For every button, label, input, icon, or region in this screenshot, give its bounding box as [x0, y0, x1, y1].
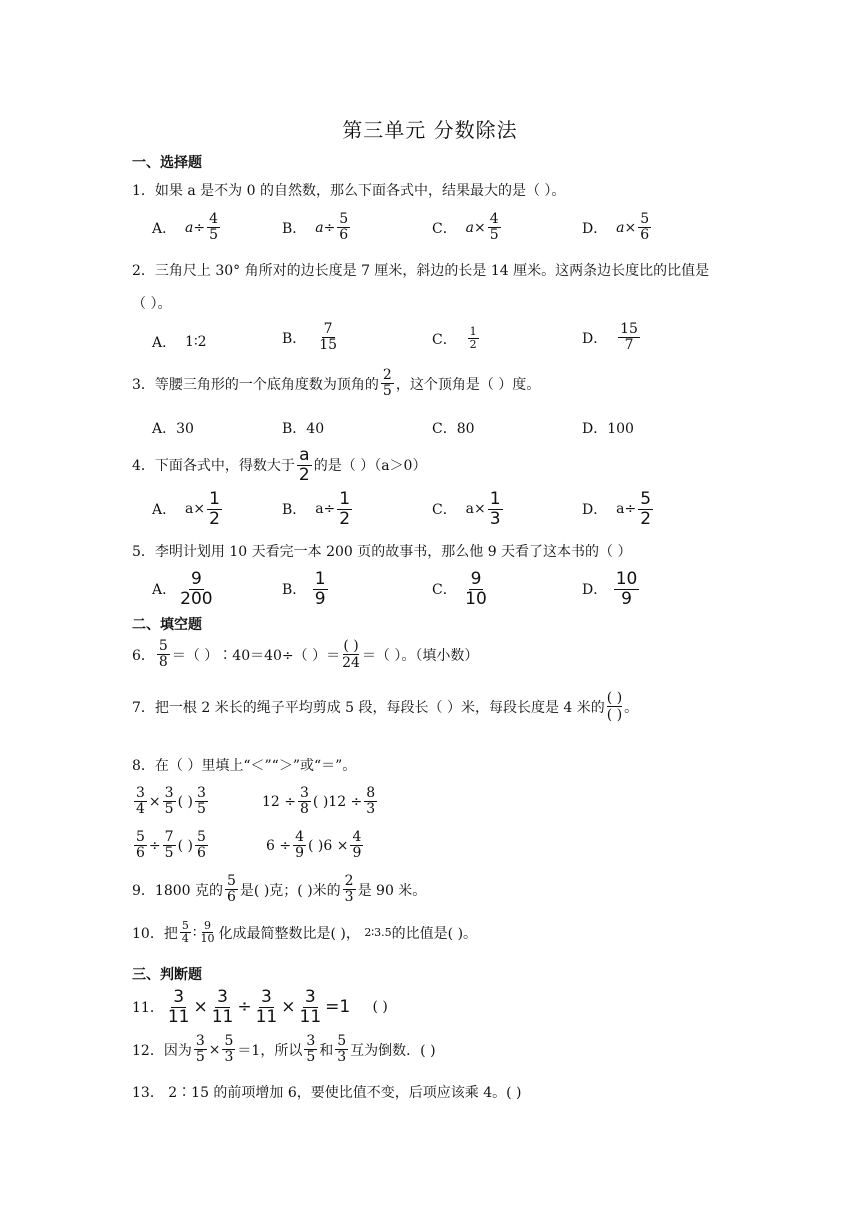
q3-option-a: A．30: [152, 421, 194, 437]
fraction: $\frac{3}{11}$: [211, 987, 234, 1027]
fraction: $\frac{9}{200}$: [180, 569, 213, 609]
q8-expr-2: 12 ÷ $\frac{3}{8}$ ( ) 12 ÷ $\frac{8}{3}$: [262, 785, 376, 818]
fraction: $\frac{7}{5}$: [164, 829, 174, 862]
q4-option-c: C． a× $\frac{1}{3}$: [432, 489, 501, 529]
fraction: $\frac{1}{2}$: [209, 489, 220, 529]
q5-option-d: D． $\frac{10}{9}$: [582, 569, 638, 609]
q8-expr-3: $\frac{5}{6}$ ÷ $\frac{7}{5}$ ( ) $\frac{5}{6}$: [136, 829, 206, 862]
fraction: $\frac{5}{3}$: [337, 1033, 347, 1066]
fraction: $\frac{2}{3}$: [344, 873, 354, 906]
fraction: $\frac{5}{2}$: [640, 489, 652, 529]
q9-line: 9．1800 克的 $\frac{5}{6}$ 是( )克；( )米的 $\frac{2}{3}$ 是 90 米。: [132, 873, 427, 906]
fraction: $\frac{3}{5}$: [196, 785, 206, 818]
fraction: $\frac{3}{5}$: [164, 785, 174, 818]
q6-line: 6． $\frac{5}{8}$ ＝（ ）∶40＝40÷（ ）＝ ( ) 24 ＝（ ）。（填小数）: [132, 637, 479, 672]
fraction: $\frac{5}{6}$: [339, 211, 349, 244]
fraction: $\frac{5}{8}$: [158, 637, 168, 671]
fraction: $\frac{10}{9}$: [615, 569, 638, 609]
q13-stem: 13． 2∶15 的前项增加 6，要使比值不变，后项应该乘 4。( ): [132, 1085, 522, 1101]
fraction: $\frac{4}{9}$: [295, 829, 305, 862]
q5-option-b: B． $\frac{1}{9}$: [282, 569, 326, 609]
q2-option-a: A． 1∶2: [152, 334, 207, 351]
q7-line: 7．把一根 2 米长的绳子平均剪成 5 段，每段长（ ）米，每段长度是 4 米的 ( ) ( ) 。: [132, 690, 639, 724]
q4-option-d: D． a÷ $\frac{5}{2}$: [582, 489, 652, 529]
q2-option-b: B． $\frac{7}{15}$: [282, 321, 338, 354]
section-choice: 一、选择题: [132, 155, 202, 171]
fraction: $\frac{3}{4}$: [136, 785, 145, 818]
fraction: $\frac{5}{6}$: [196, 829, 206, 862]
fraction: $\frac{3}{11}$: [255, 987, 278, 1027]
q8-expr-4: 6 ÷ $\frac{4}{9}$ ( ) 6 × $\frac{4}{9}$: [266, 829, 362, 862]
q3-stem: 3．等腰三角形的一个底角度数为顶角的 $\frac{2}{5}$ ，这个顶角是（ ）度。: [132, 367, 541, 400]
fraction: $\frac{3}{8}$: [300, 785, 309, 818]
section-judge: 三、判断题: [132, 967, 202, 983]
fraction: $\frac{15}{7}$: [620, 321, 638, 354]
fraction: $\frac{4}{9}$: [352, 829, 362, 862]
fraction: $\frac{3}{11}$: [167, 987, 190, 1027]
q8-stem: 8．在（ ）里填上“＜”“＞”或“＝”。: [132, 758, 357, 774]
q4-stem: 4．下面各式中，得数大于 $\frac{a}{2}$ 的是（ ）（a＞0）: [132, 445, 427, 485]
blank-fraction: ( ) 24: [342, 638, 360, 672]
fraction: $\frac{2}{5}$: [382, 367, 392, 400]
fraction: $\frac{5}{6}$: [640, 211, 650, 244]
q1-option-c: C． a × $\frac{4}{5}$: [432, 211, 499, 244]
fraction: $\frac{9}{10}$: [465, 569, 487, 609]
fraction: $\frac{3}{5}$: [195, 1033, 205, 1066]
q3-option-d: D．100: [582, 421, 634, 437]
fraction: $\frac{5}{6}$: [227, 873, 236, 906]
fraction: $\frac{3}{5}$: [306, 1033, 316, 1066]
q4-option-a: A． a× $\frac{1}{2}$: [152, 489, 220, 529]
q5-stem: 5．李明计划用 10 天看完一本 200 页的故事书，那么他 9 天看了这本书的（ ）: [132, 544, 632, 560]
q5-option-c: C． $\frac{9}{10}$: [432, 569, 487, 609]
q3-option-b: B．40: [282, 421, 325, 437]
q8-expr-1: $\frac{3}{4}$ × $\frac{3}{5}$ ( ) $\frac{3}{5}$: [136, 785, 206, 818]
page-title: 第三单元 分数除法: [342, 118, 518, 142]
fraction: $\frac{7}{15}$: [319, 321, 338, 354]
q1-option-b: B． a ÷ $\frac{5}{6}$: [282, 211, 349, 244]
q2-stem: 2．三角尺上 30° 角所对的边长度是 7 厘米，斜边的长是 14 厘米。这两条边长度比的比值是: [132, 263, 710, 279]
q2-stem-cont: （ ）。: [132, 296, 172, 312]
fraction: $\frac{1}{9}$: [314, 569, 326, 609]
fraction: $\frac{1}{2}$: [469, 325, 477, 352]
fraction: $\frac{5}{4}$: [181, 919, 189, 946]
q12-line: 12．因为 $\frac{3}{5}$ × $\frac{5}{3}$ ＝1，所以 $\frac{3}{5}$ 和 $\frac{5}{3}$ 互为倒数．( ): [132, 1033, 436, 1066]
blank-fraction: ( ) ( ): [606, 690, 623, 724]
q1-option-a: A． a ÷ $\frac{4}{5}$: [152, 211, 219, 244]
fraction: $\frac{9}{10}$: [200, 919, 215, 946]
q3-option-c: C．80: [432, 421, 475, 437]
q2-option-c: C． $\frac{1}{2}$: [432, 325, 477, 352]
fraction: $\frac{4}{5}$: [209, 211, 219, 244]
fraction: $\frac{5}{3}$: [224, 1033, 234, 1066]
fraction: $\frac{4}{5}$: [489, 211, 499, 244]
fraction: $\frac{1}{3}$: [489, 489, 501, 529]
fraction: $\frac{5}{6}$: [136, 829, 145, 862]
fraction: $\frac{3}{11}$: [299, 987, 322, 1027]
q5-option-a: A． $\frac{9}{200}$: [152, 569, 213, 609]
fraction: $\frac{8}{3}$: [366, 785, 376, 818]
q10-line: 10．把 $\frac{5}{4}$ ∶ $\frac{9}{10}$ 化成最简整数比是( )， 2∶3.5 的比值是( )。: [132, 919, 478, 946]
q11-line: 11． $\frac{3}{11}$ × $\frac{3}{11}$ ÷ $\frac{3}{11}$ × $\frac{3}{11}$ =1 ( ): [132, 987, 388, 1027]
fraction: $\frac{1}{2}$: [339, 489, 351, 529]
section-fill: 二、填空题: [132, 617, 202, 633]
q4-option-b: B． a÷ $\frac{1}{2}$: [282, 489, 351, 529]
q1-option-d: D． a × $\frac{5}{6}$: [582, 211, 650, 244]
q2-option-d: D． $\frac{15}{7}$: [582, 321, 638, 354]
q1-stem: 1．如果 a 是不为 0 的自然数，那么下面各式中，结果最大的是（ ）。: [132, 183, 566, 199]
fraction: $\frac{a}{2}$: [298, 445, 310, 485]
